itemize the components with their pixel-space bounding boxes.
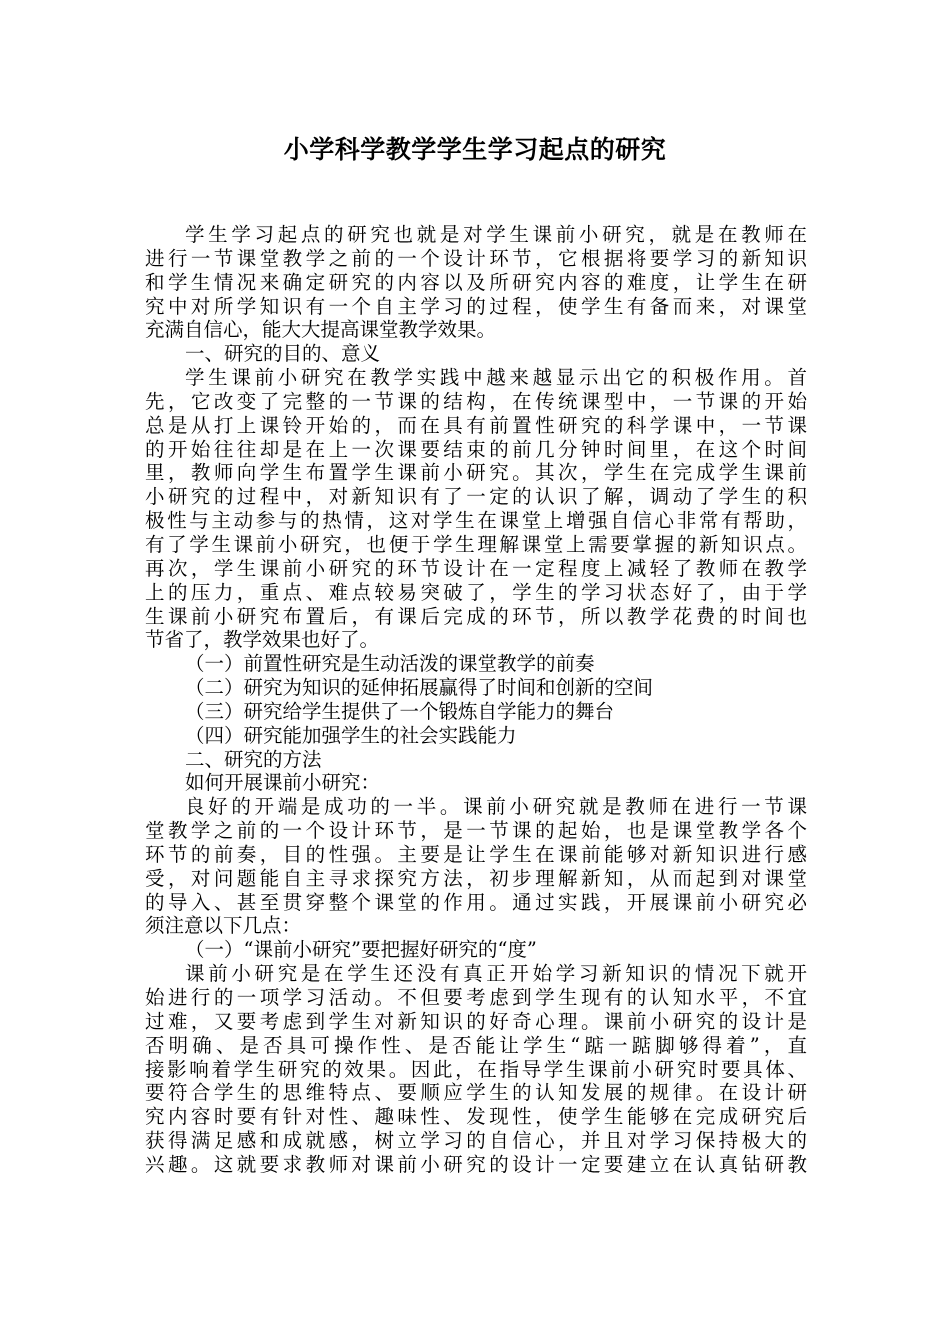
body-line: 始进行的一项学习活动。不但要考虑到学生现有的认知水平，不宜 [145, 986, 807, 1009]
body-line: 充满自信心，能大大提高课堂教学效果。 [145, 318, 497, 342]
document-title: 小学科学教学学生学习起点的研究 [283, 135, 667, 164]
body-line: 二、研究的方法 [185, 747, 322, 771]
body-line: 的开始往往却是在上一次课要结束的前几分钟时间里，在这个时间 [145, 437, 807, 461]
body-line: （一）“课前小研究”要把握好研究的“度” [185, 938, 537, 962]
body-line: （三）研究给学生提供了一个锻炼自学能力的舞台 [185, 699, 615, 723]
body-line: 否明确、是否具可操作性、是否能让学生“踮一踮脚够得着”，直 [145, 1033, 807, 1057]
body-line: 小研究的过程中，对新知识有了一定的认识了解，调动了学生的积 [145, 485, 807, 509]
body-line: 环节的前奏，目的性强。主要是让学生在课前能够对新知识进行感 [145, 842, 807, 866]
body-line: 过难，又要考虑到学生对新知识的好奇心理。课前小研究的设计是 [145, 1009, 807, 1033]
body-line: 获得满足感和成就感，树立学习的自信心，并且对学习保持极大的 [145, 1129, 807, 1153]
body-line: 兴趣。这就要求教师对课前小研究的设计一定要建立在认真钻研教 [145, 1152, 807, 1176]
body-line: 课前小研究是在学生还没有真正开始学习新知识的情况下就开 [185, 962, 807, 986]
body-line: 上的压力，重点、难点较易突破了，学生的学习状态好了，由于学 [145, 580, 807, 604]
body-line: 如何开展课前小研究： [185, 771, 381, 795]
body-line: 学生课前小研究在教学实践中越来越显示出它的积极作用。首 [185, 366, 807, 390]
body-line: 的导入、甚至贯穿整个课堂的作用。通过实践，开展课前小研究必 [145, 890, 807, 914]
body-line: 总是从打上课铃开始的，而在具有前置性研究的科学课中，一节课 [145, 413, 807, 437]
body-line: 学生学习起点的研究也就是对学生课前小研究，就是在教师在 [185, 223, 807, 246]
document-body [145, 223, 807, 1177]
body-line: 有了学生课前小研究，也便于学生理解课堂上需要掌握的新知识点。 [145, 532, 807, 556]
body-line: 先，它改变了完整的一节课的结构，在传统课型中，一节课的开始 [145, 389, 807, 413]
body-line: （四）研究能加强学生的社会实践能力 [185, 723, 517, 747]
body-line: 极性与主动参与的热情，这对学生在课堂上增强自信心非常有帮助， [145, 509, 807, 533]
body-line: 生课前小研究布置后，有课后完成的环节，所以教学花费的时间也 [145, 604, 807, 628]
body-line: 里，教师向学生布置学生课前小研究。其次，学生在完成学生课前 [145, 461, 807, 485]
body-line: 究内容时要有针对性、趣味性、发现性，使学生能够在完成研究后 [145, 1105, 807, 1129]
body-line: 接影响着学生研究的效果。因此，在指导学生课前小研究时要具体、 [145, 1057, 807, 1081]
body-line: 再次，学生课前小研究的环节设计在一定程度上减轻了教师在教学 [145, 556, 807, 580]
body-line: 究中对所学知识有一个自主学习的过程，使学生有备而来，对课堂 [145, 294, 807, 318]
body-line: 进行一节课堂教学之前的一个设计环节，它根据将要学习的新知识 [145, 246, 807, 270]
body-line: 堂教学之前的一个设计环节，是一节课的起始，也是课堂教学各个 [145, 819, 807, 843]
body-line: 节省了，教学效果也好了。 [145, 628, 380, 652]
body-line: 要符合学生的思维特点、要顺应学生的认知发展的规律。在设计研 [145, 1081, 807, 1105]
body-line: 和学生情况来确定研究的内容以及所研究内容的难度，让学生在研 [145, 270, 807, 294]
body-line: 一、研究的目的、意义 [185, 342, 381, 366]
body-line: （二）研究为知识的延伸拓展赢得了时间和创新的空间 [185, 676, 654, 700]
body-line: 良好的开端是成功的一半。课前小研究就是教师在进行一节课 [185, 795, 807, 819]
body-line: （一）前置性研究是生动活泼的课堂教学的前奏 [185, 652, 595, 676]
body-line: 受，对问题能自主寻求探究方法，初步理解新知，从而起到对课堂 [145, 866, 807, 890]
body-line: 须注意以下几点： [145, 914, 302, 938]
